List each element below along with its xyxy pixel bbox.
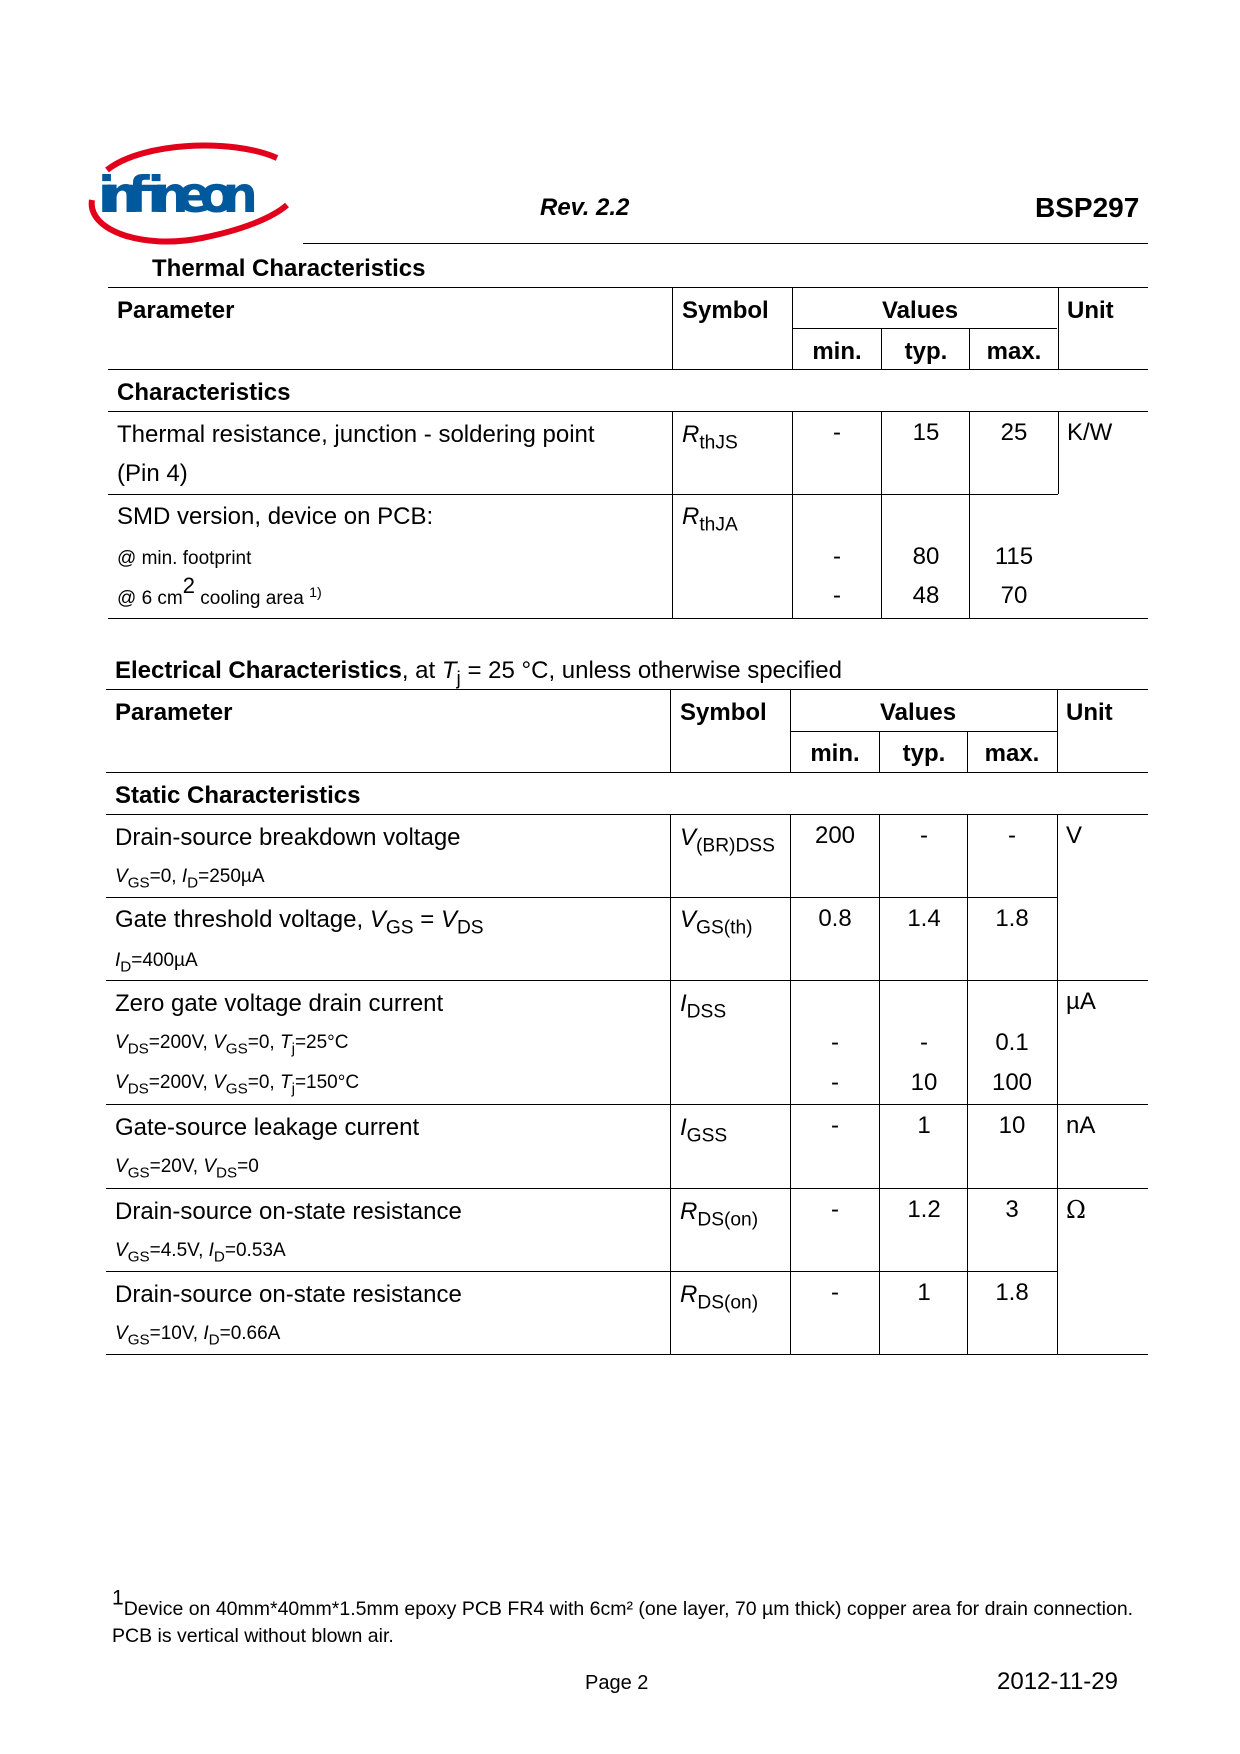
th-unit: Unit xyxy=(1067,297,1114,324)
th-max: max. xyxy=(986,338,1042,365)
rthjs-symbol: $R_{thJS}$ xyxy=(682,421,738,454)
idss-c1-max: 0.1 xyxy=(995,1029,1029,1056)
vth-param: Gate threshold voltage, $V_{GS} = V_{DS}$ xyxy=(115,906,484,939)
header-rule xyxy=(303,243,1148,244)
rds1-unit: Ω xyxy=(1066,1196,1086,1224)
vth-cond: $I_D=400\mu A$ xyxy=(115,950,198,976)
rthja-cond-2: @ 6 $cm^2$ cooling area $^{1)}$ xyxy=(117,573,322,609)
rds1-max: 3 xyxy=(1005,1196,1019,1223)
eh-min: min. xyxy=(810,740,860,767)
rds2-param: Drain-source on-state resistance xyxy=(115,1281,462,1308)
rds2-symbol: $R_{DS(on)}$ xyxy=(680,1281,759,1314)
rthja-r2-typ: 48 xyxy=(912,582,940,609)
eh-values: Values xyxy=(880,699,957,726)
vth-symbol: $V_{GS(th)}$ xyxy=(680,906,753,939)
vth-min: 0.8 xyxy=(818,905,852,932)
svg-text:infineon: infineon xyxy=(98,166,258,224)
igss-max: 10 xyxy=(998,1112,1026,1139)
th-min: min. xyxy=(812,338,862,365)
th-values: Values xyxy=(882,297,959,324)
document-date: 2012-11-29 xyxy=(997,1668,1118,1695)
igss-typ: 1 xyxy=(917,1112,931,1139)
th-symbol: Symbol xyxy=(682,297,769,324)
idss-c2-max: 100 xyxy=(991,1069,1033,1096)
rds2-min: - xyxy=(831,1279,839,1306)
rds1-min: - xyxy=(831,1196,839,1223)
rds1-cond: $V_{GS}=4.5V$, $I_D=0.53A$ xyxy=(115,1240,286,1266)
bv-min: 200 xyxy=(814,822,856,849)
rthjs-max: 25 xyxy=(1000,419,1028,446)
rthja-r2-min: - xyxy=(833,582,841,609)
idss-param: Zero gate voltage drain current xyxy=(115,990,444,1017)
idss-symbol: $I_{DSS}$ xyxy=(680,990,727,1023)
static-group: Static Characteristics xyxy=(115,782,361,809)
footnote-text: Device on 40mm*40mm*1.5mm epoxy PCB FR4 with 6cm² (one layer, 70 µm thick) copper area for drain connection. PCB is vertical without blown air. xyxy=(112,1598,1134,1647)
footnote-marker: 1 xyxy=(112,1586,124,1610)
igss-min: - xyxy=(831,1112,839,1139)
bv-param: Drain-source breakdown voltage xyxy=(115,824,461,851)
rthjs-min: - xyxy=(833,419,841,446)
igss-symbol: $I_{GSS}$ xyxy=(680,1114,728,1147)
idss-cond-2: $V_{DS}=200V$, $V_{GS}=0$, $T_j=150^\circ C$ xyxy=(115,1072,360,1098)
rthjs-typ: 15 xyxy=(912,419,940,446)
idss-c2-min: - xyxy=(831,1069,839,1096)
eh-parameter: Parameter xyxy=(115,699,233,726)
idss-c1-min: - xyxy=(831,1029,839,1056)
rthja-cond-1: @ min. footprint xyxy=(117,548,252,569)
igss-param: Gate-source leakage current xyxy=(115,1114,420,1141)
rthja-r1-min: - xyxy=(833,543,841,570)
rthja-param: SMD version, device on PCB: xyxy=(117,503,434,530)
idss-cond-1: $V_{DS}=200V$, $V_{GS}=0$, $T_j=25^\circ C$ xyxy=(115,1032,349,1058)
igss-unit: nA xyxy=(1066,1112,1096,1139)
page-number: Page 2 xyxy=(585,1672,649,1694)
rthjs-param-2: (Pin 4) xyxy=(117,460,188,487)
rthjs-param-1: Thermal resistance, junction - soldering point xyxy=(117,421,595,448)
bv-typ: - xyxy=(920,822,928,849)
idss-unit: µA xyxy=(1066,988,1096,1015)
igss-cond: $V_{GS}=20V$, $V_{DS}=0$ xyxy=(115,1156,259,1182)
eh-symbol: Symbol xyxy=(680,699,767,726)
rds2-max: 1.8 xyxy=(995,1279,1029,1306)
vth-max: 1.8 xyxy=(995,905,1029,932)
th-parameter: Parameter xyxy=(117,297,235,324)
eh-max: max. xyxy=(984,740,1040,767)
thermal-section-title: Thermal Characteristics xyxy=(152,255,426,282)
bv-symbol: $V_{(BR)DSS}$ xyxy=(680,824,775,857)
idss-c2-typ: 10 xyxy=(910,1069,938,1096)
rds2-typ: 1 xyxy=(917,1279,931,1306)
rds1-typ: 1.2 xyxy=(907,1196,941,1223)
part-number: BSP297 xyxy=(1035,192,1140,223)
bv-cond: $V_{GS}=0$, $I_D=250\mu A$ xyxy=(115,866,265,892)
rds1-symbol: $R_{DS(on)}$ xyxy=(680,1198,759,1231)
eh-typ: typ. xyxy=(902,740,946,767)
footnote xyxy=(112,1586,1152,1650)
rds2-cond: $V_{GS}=10V$, $I_D=0.66A$ xyxy=(115,1323,281,1349)
rthja-r2-max: 70 xyxy=(1000,582,1028,609)
rds1-param: Drain-source on-state resistance xyxy=(115,1198,462,1225)
rthja-symbol: $R_{thJA}$ xyxy=(682,503,738,536)
rthja-r1-typ: 80 xyxy=(912,543,940,570)
th-typ: typ. xyxy=(904,338,948,365)
idss-c1-typ: - xyxy=(920,1029,928,1056)
bv-max: - xyxy=(1008,822,1016,849)
bv-unit: V xyxy=(1066,822,1083,849)
eh-unit: Unit xyxy=(1066,699,1113,726)
thermal-group: Characteristics xyxy=(117,379,291,406)
rthjs-unit: K/W xyxy=(1067,419,1113,446)
vth-typ: 1.4 xyxy=(907,905,941,932)
revision: Rev. 2.2 xyxy=(540,194,630,221)
infineon-logo xyxy=(82,140,292,250)
rthja-r1-max: 115 xyxy=(994,543,1034,570)
electrical-section-title: Electrical Characteristics, at $T_j = 25$ °C, unless otherwise specified xyxy=(115,657,842,690)
